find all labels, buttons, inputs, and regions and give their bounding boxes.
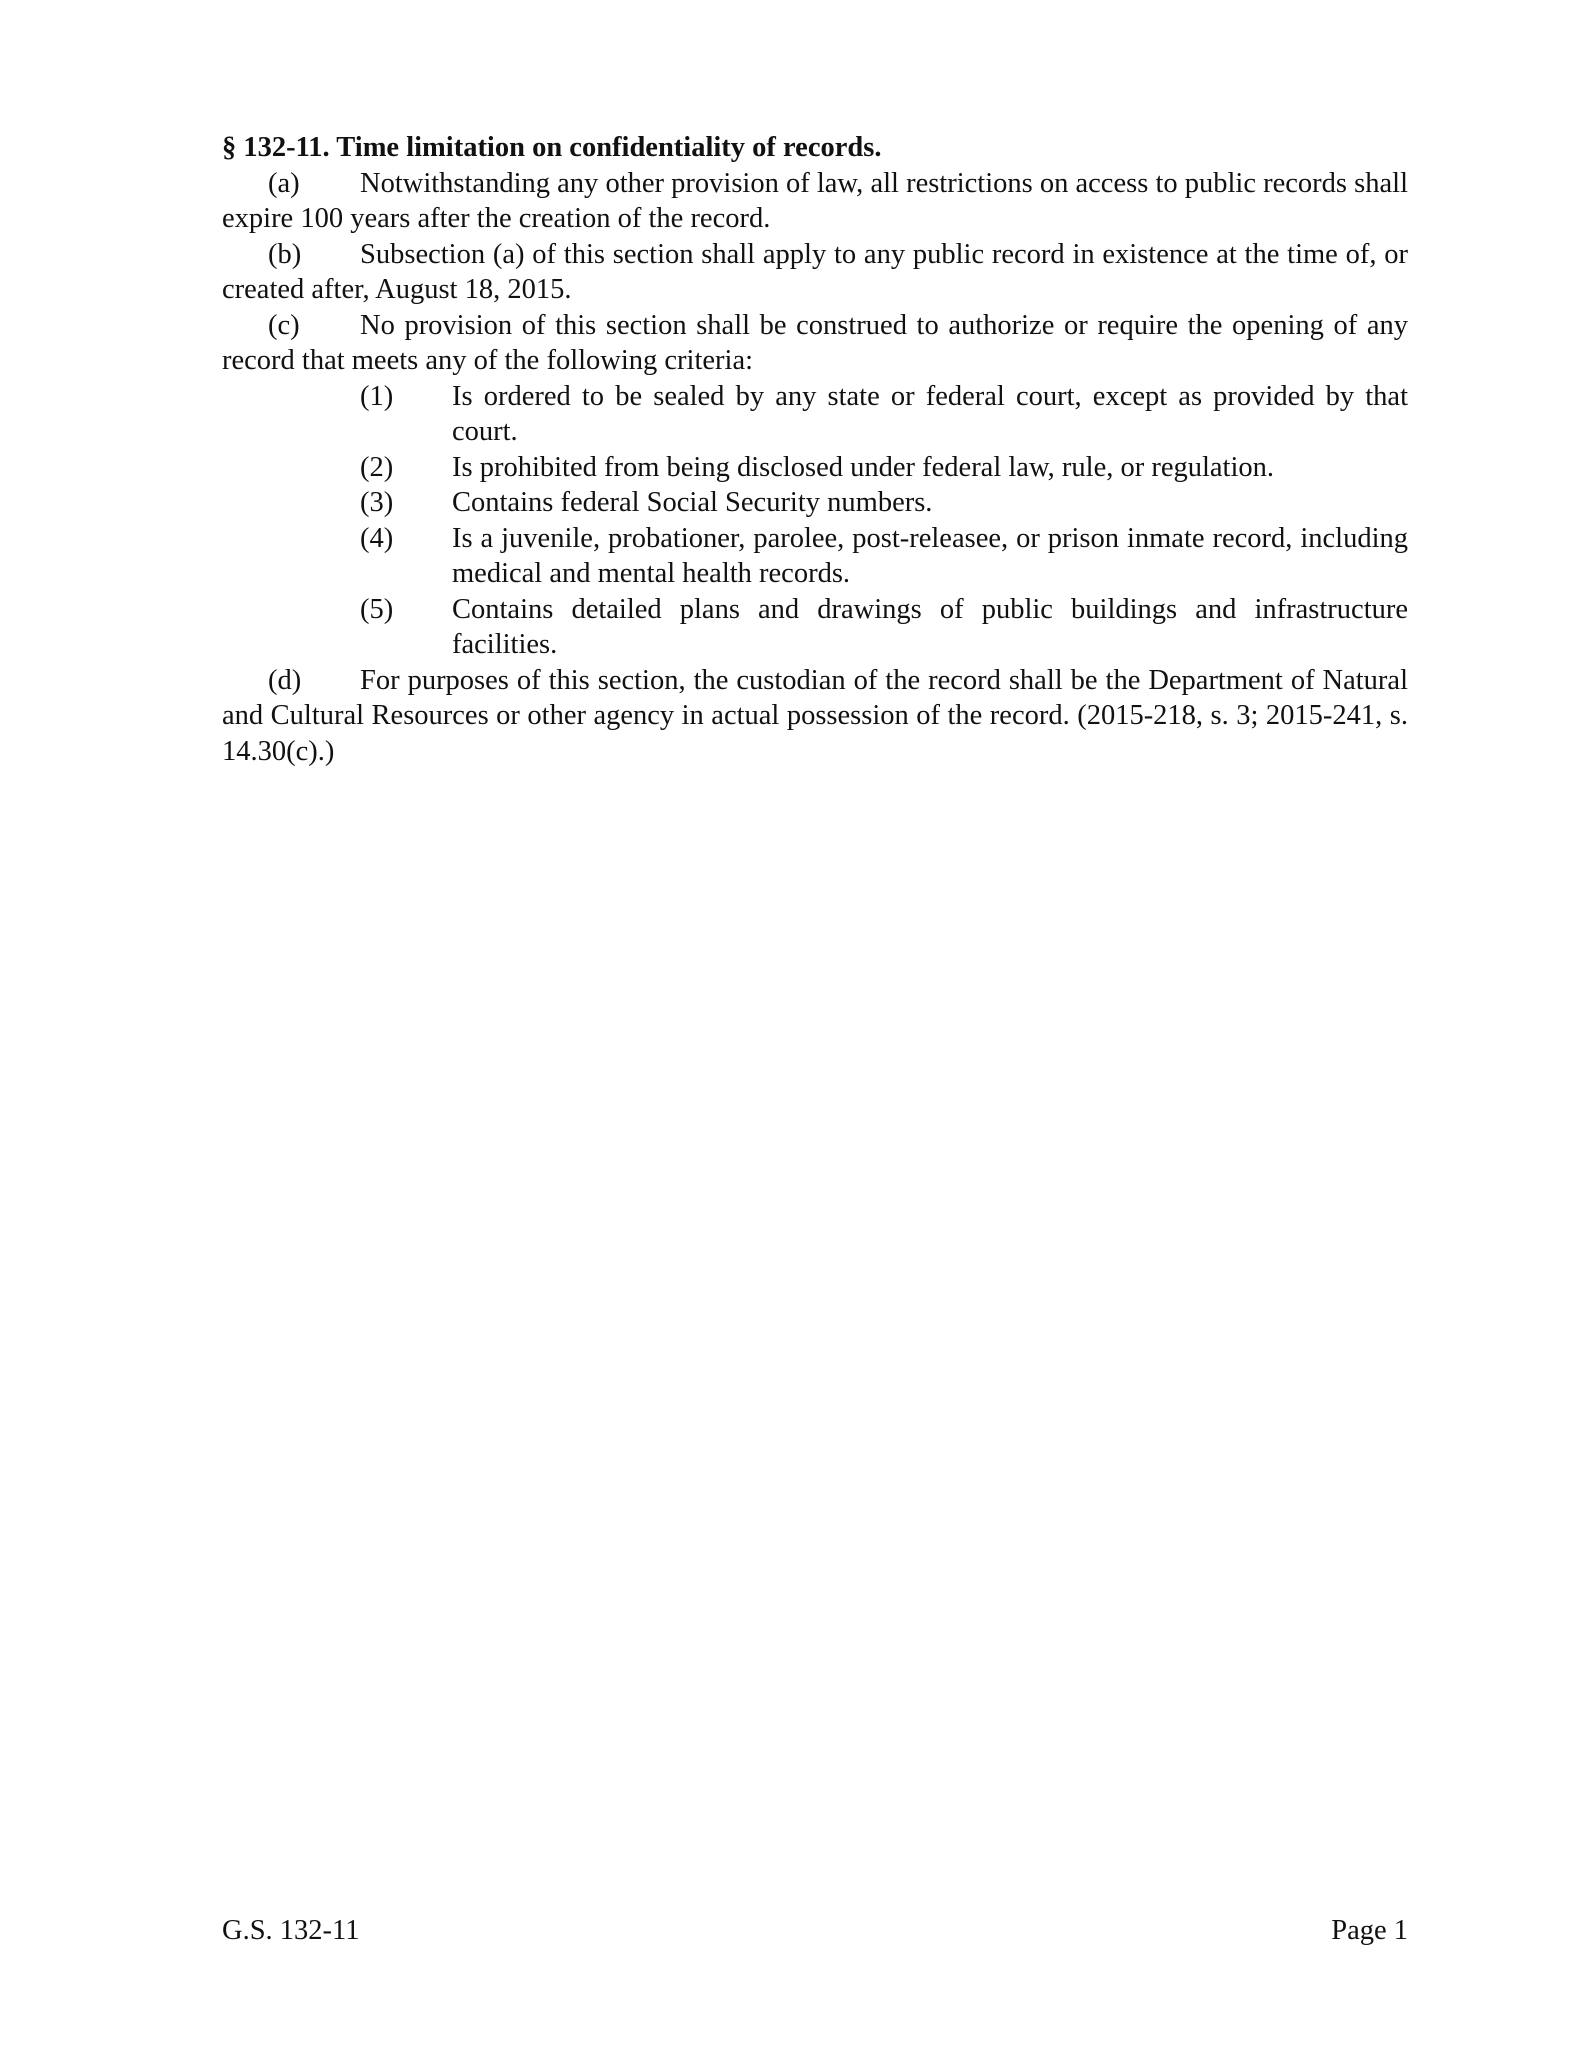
criteria-item-3-num: (3) [360,487,394,518]
paragraph-d-text: For purposes of this section, the custodian of the record shall be the Department of Natural and Cultural Resources or other agency in actual possession of the record. (2015-218, s. 3; 2015-241, s. 14.30(c).) [222,664,1408,767]
footer-statute-ref: G.S. 132-11 [222,1915,360,1946]
paragraph-d-label: (d) [268,664,302,696]
paragraph-c-text: No provision of this section shall be construed to authorize or require the opening of any record that meets any of the following criteria: [222,309,1408,376]
paragraph-a-label: (a) [268,167,300,199]
criteria-item-1-text: Is ordered to be sealed by any state or federal court, except as provided by that court. [452,380,1408,447]
criteria-item-4 [222,521,1408,592]
criteria-item-2 [222,450,1408,486]
paragraph-a [222,166,1408,237]
paragraph-a-text: Notwithstanding any other provision of law, all restrictions on access to public records shall expire 100 years after the creation of the record. [222,167,1408,234]
criteria-item-4-text: Is a juvenile, probationer, parolee, post-releasee, or prison inmate record, including medical and mental health records. [452,522,1408,589]
criteria-item-4-num: (4) [360,522,394,554]
criteria-item-2-text: Is prohibited from being disclosed under federal law, rule, or regulation. [452,451,1275,483]
statute-page [222,130,1408,769]
paragraph-d [222,663,1408,770]
criteria-item-5 [222,592,1408,663]
criteria-item-3 [222,485,1408,521]
paragraph-b [222,237,1408,308]
criteria-item-2-num: (2) [360,451,394,483]
paragraph-b-text: Subsection (a) of this section shall apply to any public record in existence at the time of, or created after, August 18, 2015. [222,238,1408,305]
paragraph-c [222,308,1408,379]
paragraph-c-label: (c) [268,309,300,341]
section-title: § 132-11. Time limitation on confidentiality of records. [222,132,882,163]
criteria-item-1-num: (1) [360,380,394,412]
criteria-item-3-text: Contains federal Social Security numbers. [452,487,933,518]
paragraph-b-label: (b) [268,238,302,270]
criteria-item-5-text: Contains detailed plans and drawings of public buildings and infrastructure facilities. [452,593,1408,660]
criteria-item-1 [222,379,1408,450]
footer-page-number: Page 1 [1331,1915,1408,1946]
criteria-item-5-num: (5) [360,593,394,625]
